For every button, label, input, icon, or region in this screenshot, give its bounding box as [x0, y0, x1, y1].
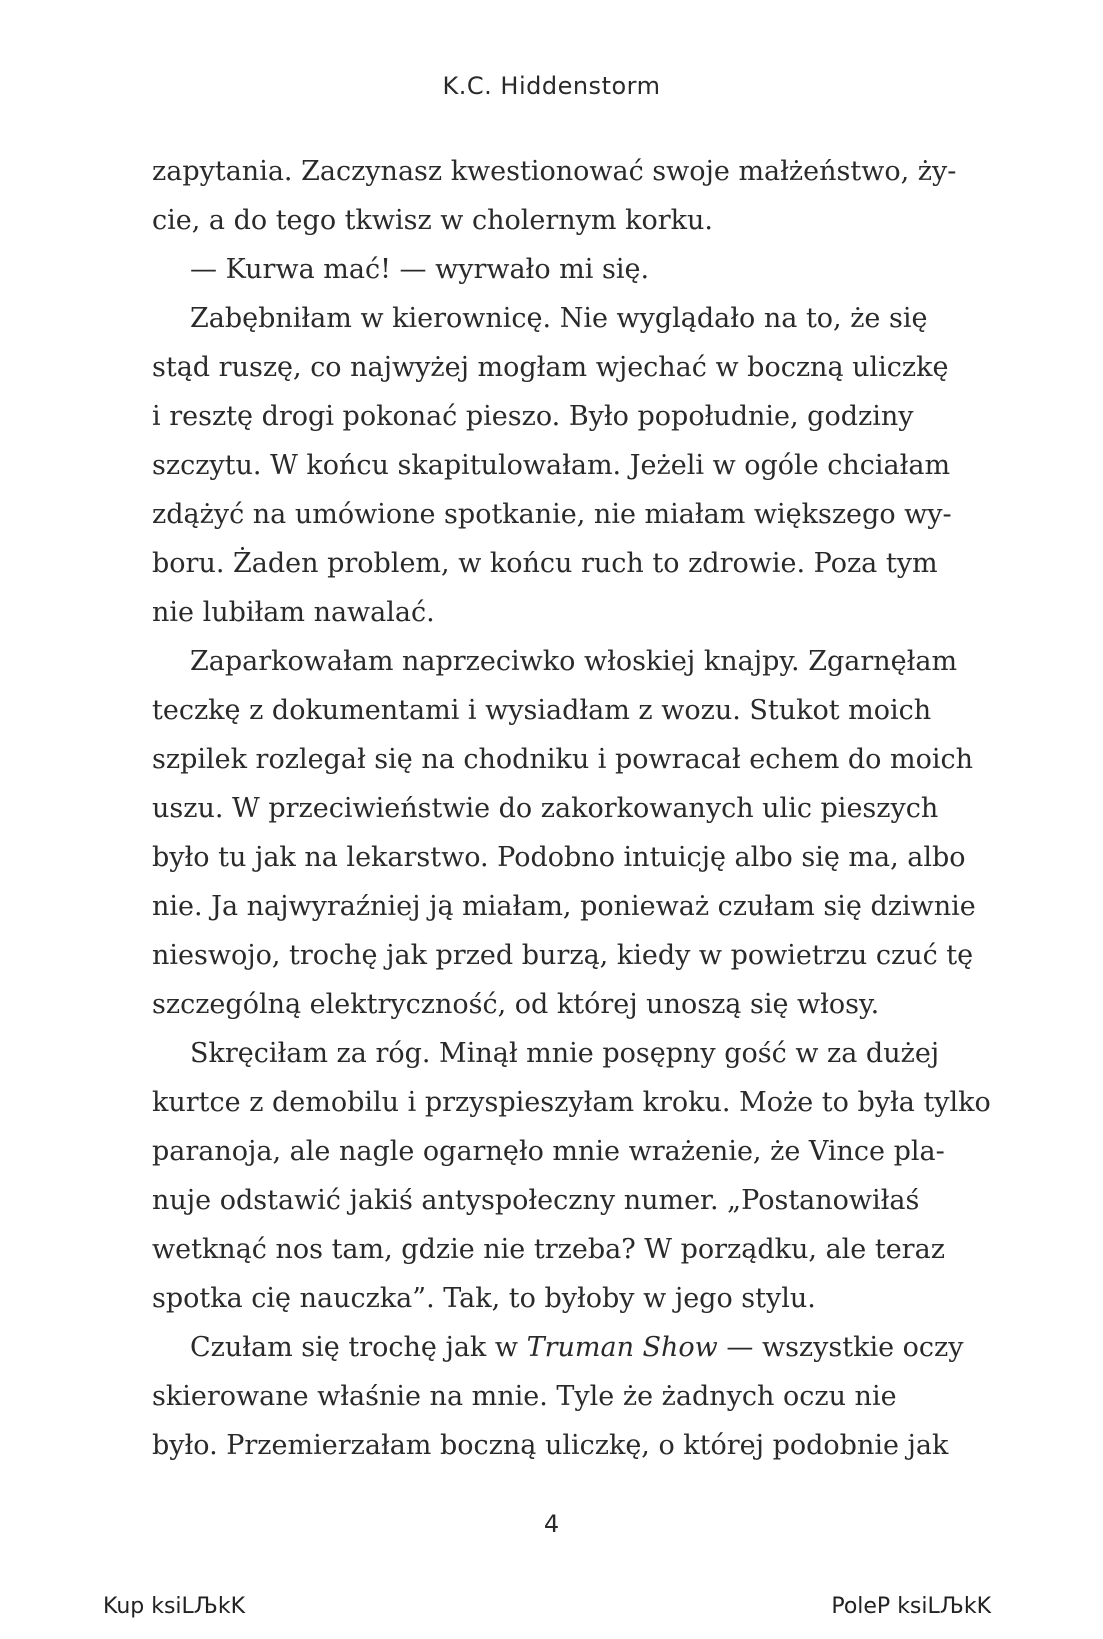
text-line: Zaparkowałam naprzeciwko włoskiej knajpy. Zgarnęłam: [190, 646, 958, 677]
text-line: stąd ruszę, co najwyżej mogłam wjechać w boczną uliczkę: [152, 352, 949, 383]
text-line: cie, a do tego tkwisz w cholernym korku.: [152, 205, 713, 236]
text-fragment: Czułam się trochę jak w: [190, 1332, 527, 1363]
text-line: Zabębniłam w kierownicę. Nie wyglądało na to, że się: [190, 303, 928, 334]
text-line: szpilek rozlegał się na chodniku i powracał echem do moich: [152, 744, 974, 775]
buy-book-link[interactable]: Kup ksiLЉkK: [103, 1594, 246, 1619]
text-line: nie. Ja najwyraźniej ją miałam, ponieważ czułam się dziwnie: [152, 891, 976, 922]
text-line: wetknąć nos tam, gdzie nie trzeba? W porządku, ale teraz: [152, 1234, 945, 1265]
text-line: Skręciłam za róg. Minął mnie posępny gość w za dużej: [190, 1038, 940, 1069]
running-head: K.C. Hiddenstorm: [442, 72, 661, 100]
text-line: było. Przemierzałam boczną uliczkę, o której podobnie jak: [152, 1430, 949, 1461]
text-line: spotka cię nauczka”. Tak, to byłoby w jego stylu.: [152, 1283, 816, 1314]
text-line: paranoja, ale nagle ogarnęło mnie wrażenie, że Vince pla-: [152, 1136, 945, 1167]
recommend-book-link[interactable]: PoleP ksiLЉkK: [831, 1594, 991, 1619]
text-line-truman: [152, 1323, 964, 1372]
text-line: — Kurwa mać! — wyrwało mi się.: [190, 254, 650, 285]
text-fragment: — wszystkie oczy: [717, 1332, 964, 1363]
text-line: było tu jak na lekarstwo. Podobno intuicję albo się ma, albo: [152, 842, 966, 873]
text-line: i resztę drogi pokonać pieszo. Było popołudnie, godziny: [152, 401, 914, 432]
text-line: uszu. W przeciwieństwie do zakorkowanych ulic pieszych: [152, 793, 939, 824]
text-line: nuje odstawić jakiś antyspołeczny numer. „Postanowiłaś: [152, 1185, 920, 1216]
text-line: boru. Żaden problem, w końcu ruch to zdrowie. Poza tym: [152, 548, 938, 579]
body-text: [152, 147, 991, 1470]
text-line: zapytania. Zaczynasz kwestionować swoje małżeństwo, ży-: [152, 156, 957, 187]
text-line: skierowane właśnie na mnie. Tyle że żadnych oczu nie: [152, 1381, 897, 1412]
text-line: zdążyć na umówione spotkanie, nie miałam większego wy-: [152, 499, 952, 530]
text-line: szczególną elektryczność, od której unoszą się włosy.: [152, 989, 880, 1020]
text-line: kurtce z demobilu i przyspieszyłam kroku. Może to była tylko: [152, 1087, 991, 1118]
text-line: szczytu. W końcu skapitulowałam. Jeżeli w ogóle chciałam: [152, 450, 951, 481]
text-line: nie lubiłam nawalać.: [152, 597, 435, 628]
page-number: 4: [543, 1510, 560, 1538]
text-line: teczkę z dokumentami i wysiadłam z wozu. Stukot moich: [152, 695, 932, 726]
italic-title: Truman Show: [526, 1332, 718, 1363]
text-line: nieswojo, trochę jak przed burzą, kiedy w powietrzu czuć tę: [152, 940, 974, 971]
